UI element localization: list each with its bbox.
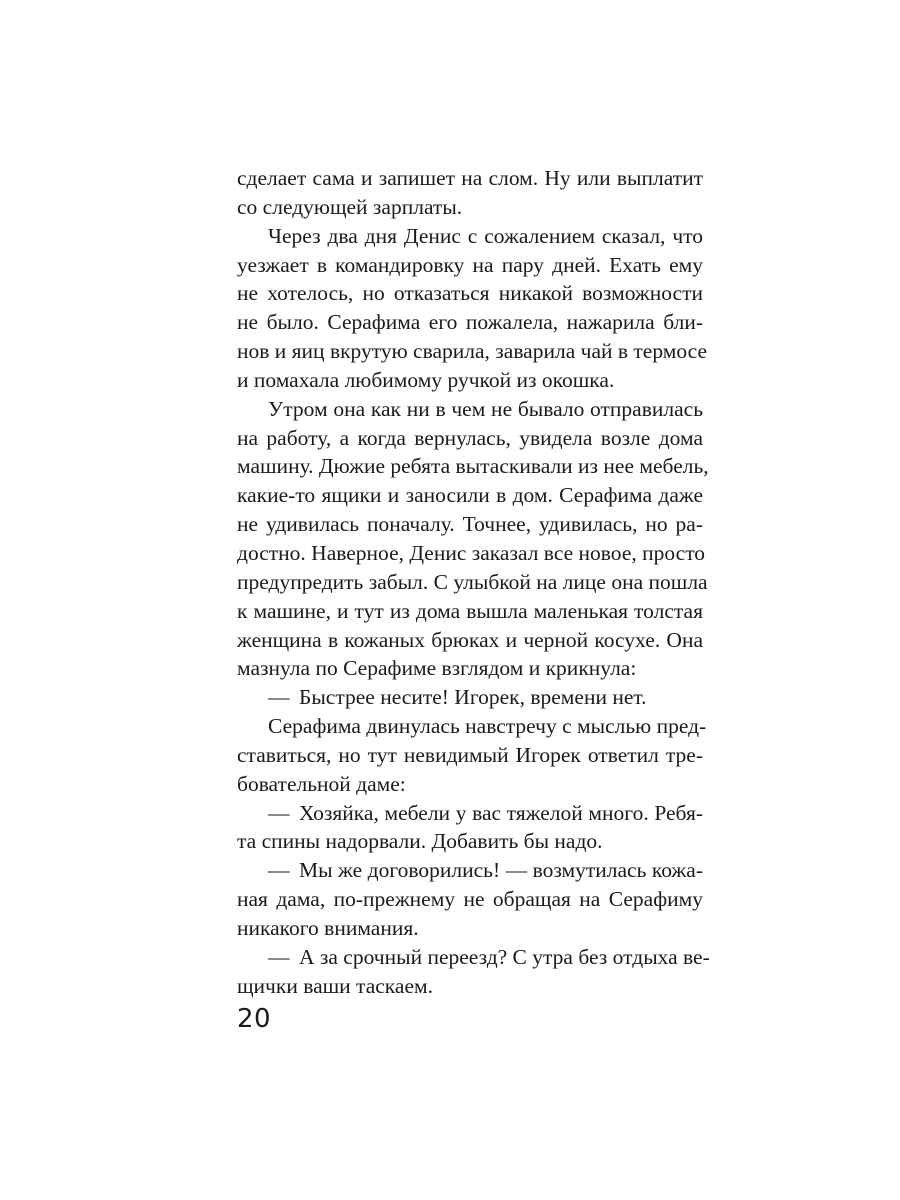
text-line: уезжает в командировку на пару дней. Ехать ему xyxy=(237,252,703,277)
text-line: никакого внимания. xyxy=(237,915,419,940)
text-line: Через два дня Денис с сожалением сказал, что xyxy=(268,223,703,248)
text-line: сделает сама и запишет на слом. Ну или выплатит xyxy=(237,166,703,190)
text-line: не хотелось, но отказаться никакой возможности xyxy=(237,281,703,306)
text-line: Серафима двинулась навстречу с мыслью пред- xyxy=(268,714,707,739)
dialog-text: Быстрее несите! Игорек, времени нет. xyxy=(299,685,647,710)
text-line: предупредить забыл. С улыбкой на лице она пошла xyxy=(237,569,708,594)
text-line: Утром она как ни в чем не бывало отправилась xyxy=(268,396,703,421)
page-number: 20 xyxy=(237,1004,272,1034)
dialog-text: Мы же договорились! — возмутилась кожа- xyxy=(299,858,703,883)
text-line: нов и яиц вкрутую сварила, заварила чай в термосе xyxy=(237,339,707,364)
text-line: не было. Серафима его пожалела, нажарила бли- xyxy=(237,310,703,335)
text-line: мазнула по Серафиме взглядом и крикнула: xyxy=(237,656,637,681)
dialog-text: А за срочный переезд? С утра без отдыха ве- xyxy=(299,944,710,969)
body-text xyxy=(237,164,710,1000)
text-line: какие-то ящики и заносили в дом. Серафима даже xyxy=(237,483,703,508)
text-line: бовательной даме: xyxy=(237,771,406,796)
text-line: и помахала любимому ручкой из окошка. xyxy=(237,367,615,392)
em-dash: — xyxy=(268,944,290,969)
dialog-line xyxy=(237,856,703,885)
dialog-line xyxy=(237,799,703,828)
text-line: к машине, и тут из дома вышла маленькая толстая xyxy=(237,598,703,623)
text-line: машину. Дюжие ребята вытаскивали из нее мебель, xyxy=(237,454,709,479)
text-line: щички ваши таскаем. xyxy=(237,973,433,998)
text-line: достно. Наверное, Денис заказал все новое, просто xyxy=(237,540,706,565)
em-dash: — xyxy=(268,685,290,710)
dialog-text: Хозяйка, мебели у вас тяжелой много. Ребя- xyxy=(299,800,703,825)
text-line: женщина в кожаных брюках и черной косухе. Она xyxy=(237,627,703,652)
text-line: ная дама, по-прежнему не обращая на Серафиму xyxy=(237,887,703,912)
em-dash: — xyxy=(268,858,290,883)
text-line: ставиться, но тут невидимый Игорек ответил тре- xyxy=(237,742,703,767)
text-line: на работу, а когда вернулась, увидела возле дома xyxy=(237,425,703,450)
em-dash: — xyxy=(268,800,290,825)
dialog-line xyxy=(237,683,703,712)
text-line: не удивилась поначалу. Точнее, удивилась, но ра- xyxy=(237,512,703,537)
text-line: со следующей зарплаты. xyxy=(237,194,463,219)
dialog-line xyxy=(237,943,710,972)
text-line: та спины надорвали. Добавить бы надо. xyxy=(237,829,603,854)
